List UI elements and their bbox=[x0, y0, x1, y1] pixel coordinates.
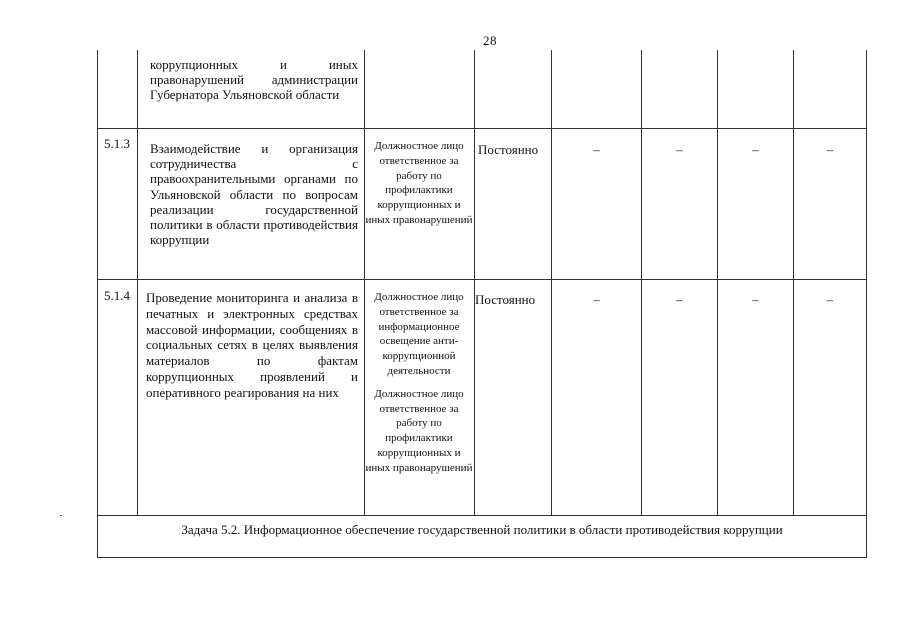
row-2-deadline: Постоянно bbox=[475, 292, 536, 307]
row-0-name: коррупционных и иных правонарушений администрации Губернатора Ульяновской области bbox=[150, 57, 358, 103]
row-1-col-1: – bbox=[593, 142, 600, 157]
row-2-num: 5.1.4 bbox=[104, 288, 130, 303]
row-1-col-2: – bbox=[676, 142, 683, 157]
col-divider bbox=[551, 50, 552, 515]
row-1-num: 5.1.3 bbox=[104, 136, 130, 151]
page-number: 28 bbox=[483, 33, 497, 48]
row-divider bbox=[98, 279, 866, 280]
responsible-block: Должностное лицо ответственное за работу по профилактики коррупционных и иных правонарушений bbox=[365, 387, 473, 474]
row-2-name: Проведение мониторинга и анализа в печатных и электронных средствах массовой информации, сообщениях в социальных сетях в целях выявления материалов по фактам коррупционных проявлений и оперативного реагирования на них bbox=[146, 290, 358, 400]
row-1-name: Взаимодействие и организация сотрудничества с правоохранительными органами по Ульяновской области по вопросам реализации государственной политики в области противодействия коррупции bbox=[150, 141, 358, 248]
task-heading: Задача 5.2. Информационное обеспечение государственной политики в области противодействия коррупции bbox=[181, 522, 783, 537]
row-2-col-3: – bbox=[752, 292, 759, 307]
row-1-responsible bbox=[365, 139, 473, 228]
row-1-col-3: – bbox=[752, 142, 759, 157]
col-divider bbox=[474, 50, 475, 515]
col-divider bbox=[793, 50, 794, 515]
row-2-responsible bbox=[365, 290, 473, 476]
row-2-col-2: – bbox=[676, 292, 683, 307]
row-2-col-1: – bbox=[593, 292, 600, 307]
plan-table bbox=[97, 50, 867, 558]
responsible-block: Должностное лицо ответственное за информационное освещение анти-коррупционной деятельности bbox=[374, 291, 464, 377]
row-2-col-4: – bbox=[826, 292, 834, 307]
row-1-deadline: Постоянно bbox=[478, 142, 539, 157]
col-divider bbox=[717, 50, 718, 515]
col-divider bbox=[641, 50, 642, 515]
row-divider bbox=[98, 515, 866, 516]
responsible-block: Должностное лицо ответственное за работу по профилактики коррупционных и иных правонарушений bbox=[365, 140, 473, 226]
row-divider bbox=[98, 128, 866, 129]
scan-speck bbox=[60, 515, 62, 516]
col-divider bbox=[137, 50, 138, 515]
row-1-col-4: – bbox=[826, 142, 834, 157]
